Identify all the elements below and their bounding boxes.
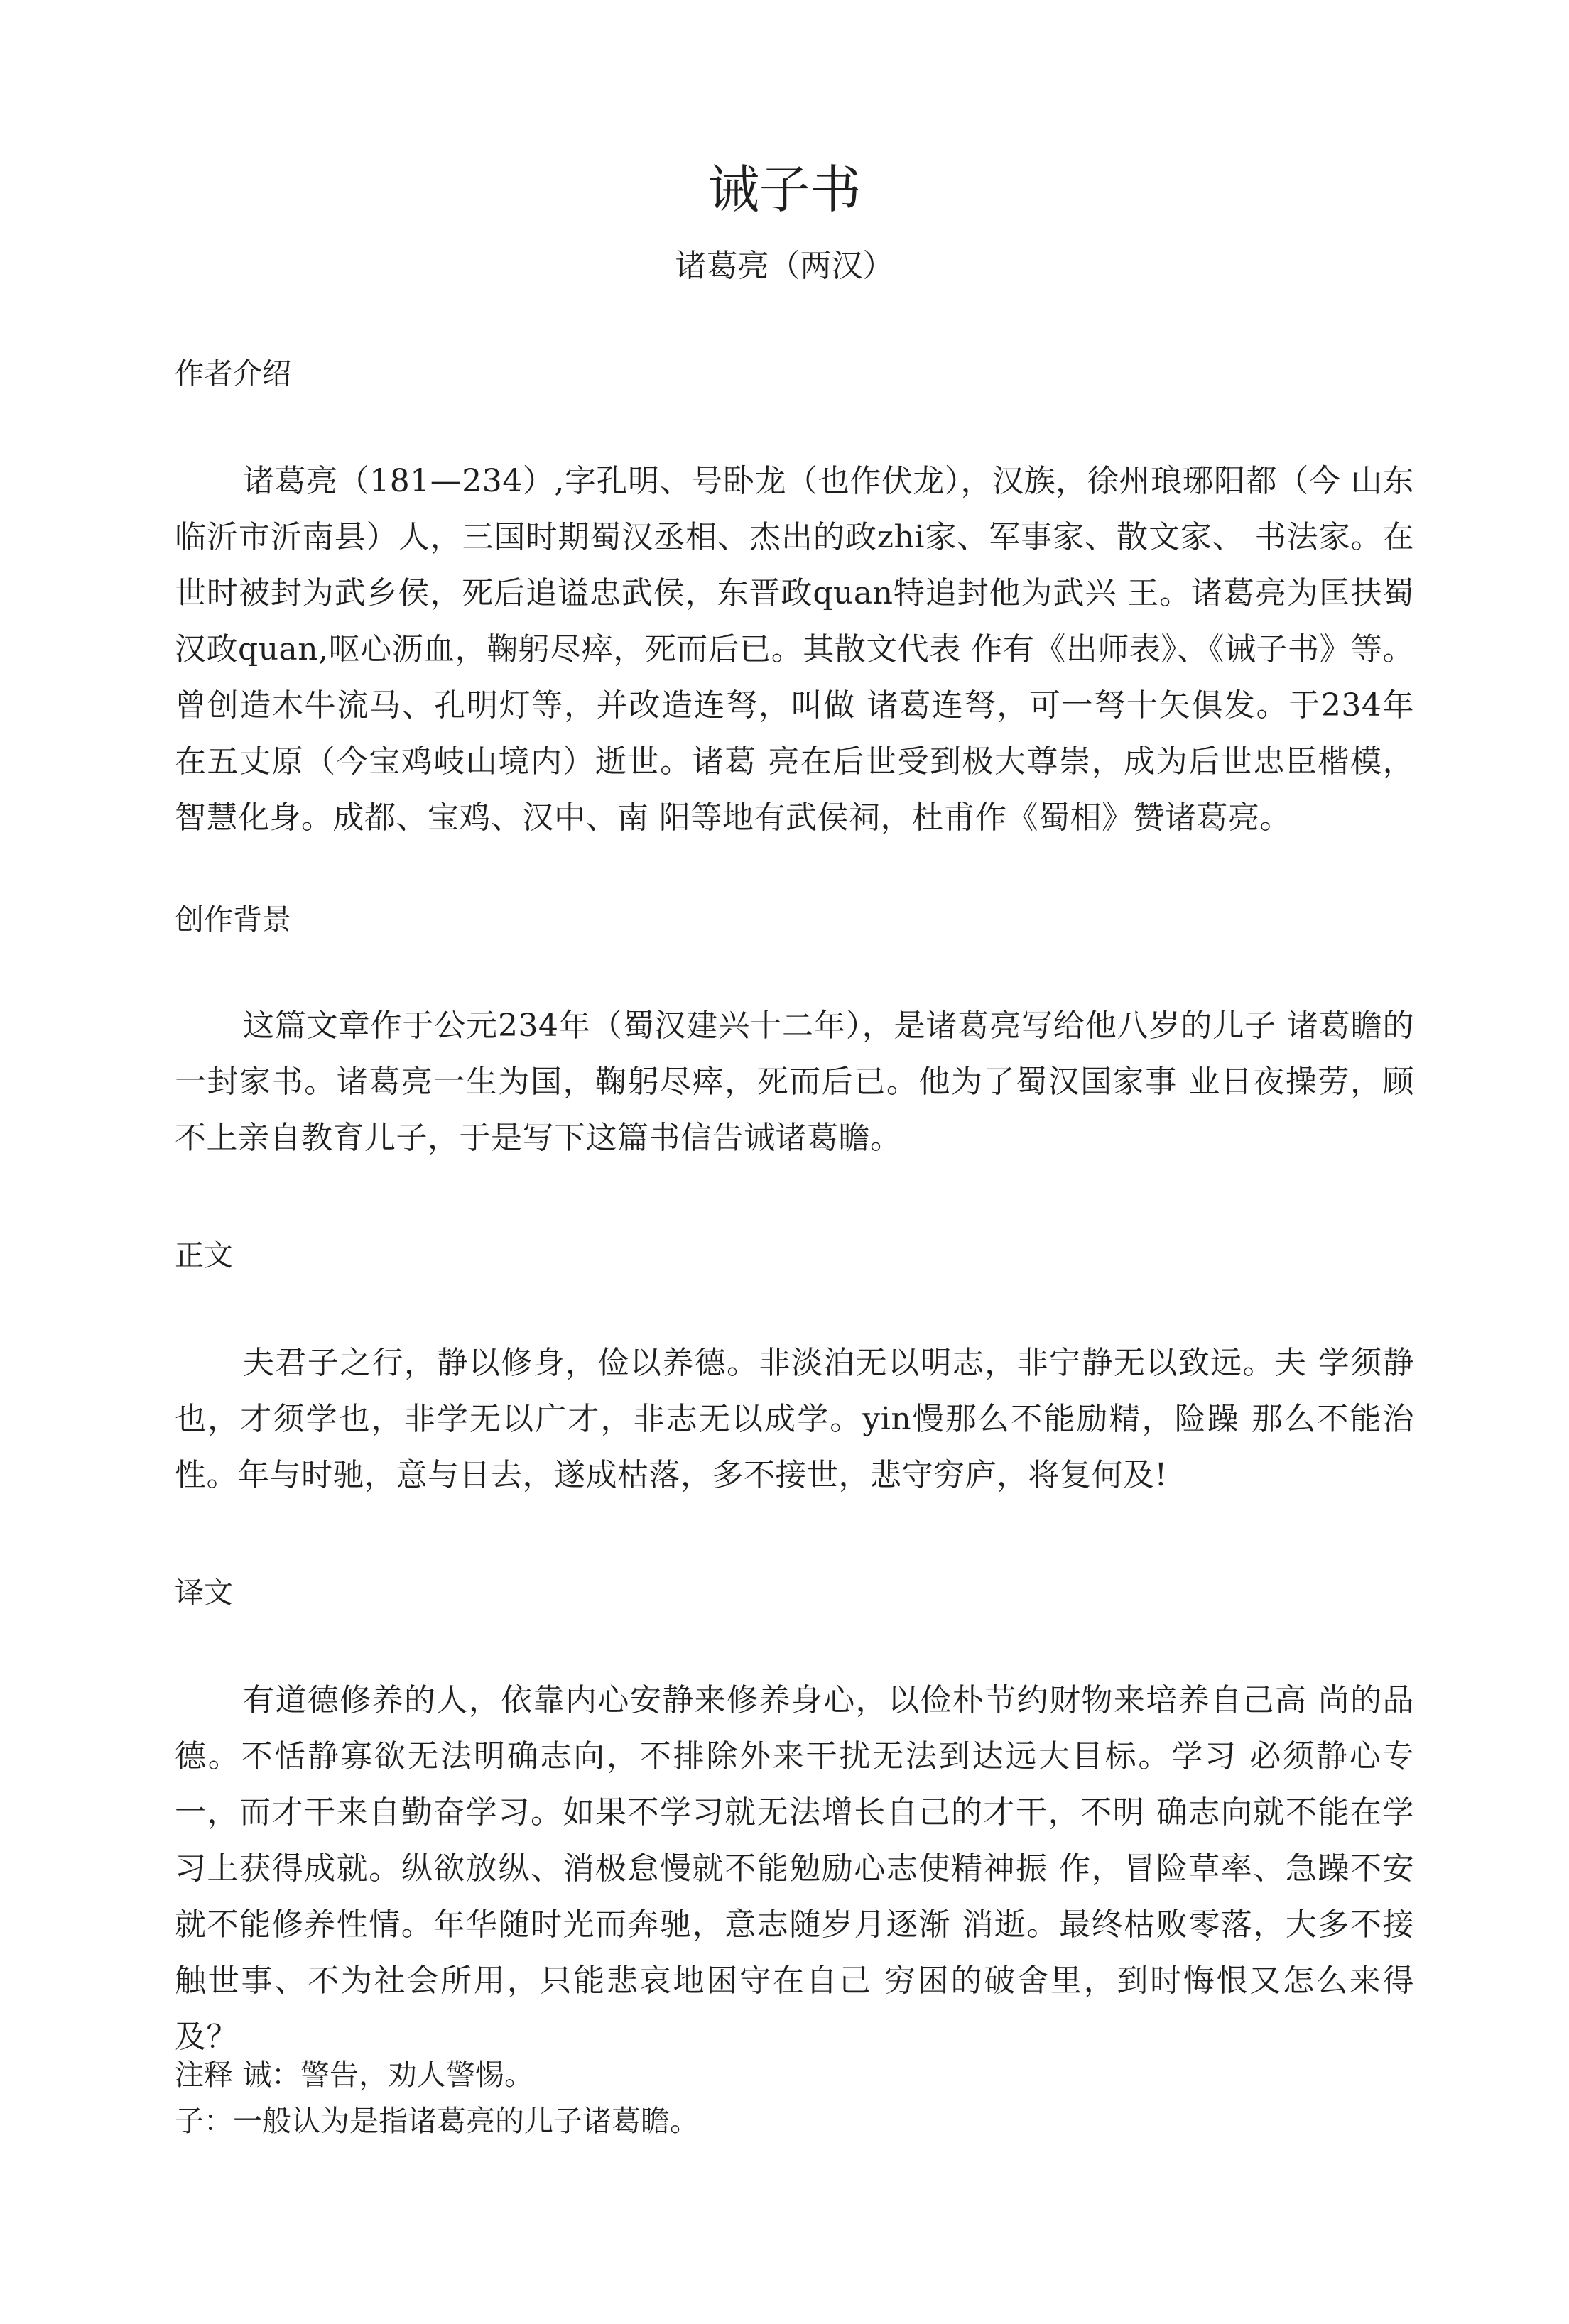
section-heading-author: 作者介绍 <box>175 356 291 391</box>
page-title: 诫子书 <box>707 160 862 219</box>
section-heading-background: 创作背景 <box>175 902 291 937</box>
section-body-translation: 有道德修养的人，依靠内心安静来修养身心，以俭朴节约财物来培养自己高 尚的品德。不恬静寡欲无法明确志向，不排除外来干扰无法到达远大目标。学习 必须静心专一，而才干来自勤奋学习。如果不学习就无法增长自己的才干，不明 确志向就不能在学习上获得成就。纵欲放纵、消极怠慢就不能勉励心志使精神振 作，冒险草率、急躁不安就不能修养性情。年华随时光而奔驰，意志随岁月逐渐 消逝。最终枯败零落，大多不接触世事、不为社会所用，只能悲哀地困守在自己 穷困的破舍里，到时悔恨又怎么来得及？ <box>175 1682 1414 2055</box>
author-subtitle: 诸葛亮（两汉） <box>675 248 894 284</box>
note-line-2: 子：一般认为是指诸葛亮的儿子诸葛瞻。 <box>175 2104 699 2138</box>
section-heading-translation: 译文 <box>175 1576 233 1610</box>
section-heading-text: 正文 <box>175 1238 233 1272</box>
section-body-text: 夫君子之行，静以修身，俭以养德。非淡泊无以明志，非宁静无以致远。夫 学须静也，才须学也，非学无以广才，非志无以成学。yin慢那么不能励精，险躁 那么不能治性。年与时驰，意与日去，遂成枯落，多不接世，悲守穷庐，将复何及! <box>175 1345 1414 1493</box>
section-body-background: 这篇文章作于公元234年（蜀汉建兴十二年），是诸葛亮写给他八岁的儿子 诸葛瞻的一封家书。诸葛亮一生为国，鞠躬尽瘁，死而后已。他为了蜀汉国家事 业日夜操劳，顾不上亲自教育儿子，于是写下这篇书信告诫诸葛瞻。 <box>175 1008 1414 1156</box>
section-body-author: 诸葛亮（181—234）,字孔明、号卧龙（也作伏龙），汉族，徐州琅琊阳都（今 山东临沂市沂南县）人，三国时期蜀汉丞相、杰出的政zhi家、军事家、散文家、 书法家。在世时被封为武乡侯，死后追谥忠武侯，东晋政quan特追封他为武兴 王。诸葛亮为匡扶蜀汉政quan,呕心沥血，鞠躬尽瘁，死而后已。其散文代表 作有《出师表》、《诫子书》等。曾创造木牛流马、孔明灯等，并改造连弩，叫做 诸葛连弩，可一弩十矢俱发。于234年在五丈原（今宝鸡岐山境内）逝世。诸葛 亮在后世受到极大尊崇，成为后世忠臣楷模，智慧化身。成都、宝鸡、汉中、南 阳等地有武侯祠，杜甫作《蜀相》赞诸葛亮。 <box>175 463 1414 836</box>
note-line-1: 注释 诫：警告，劝人警惕。 <box>175 2058 534 2092</box>
